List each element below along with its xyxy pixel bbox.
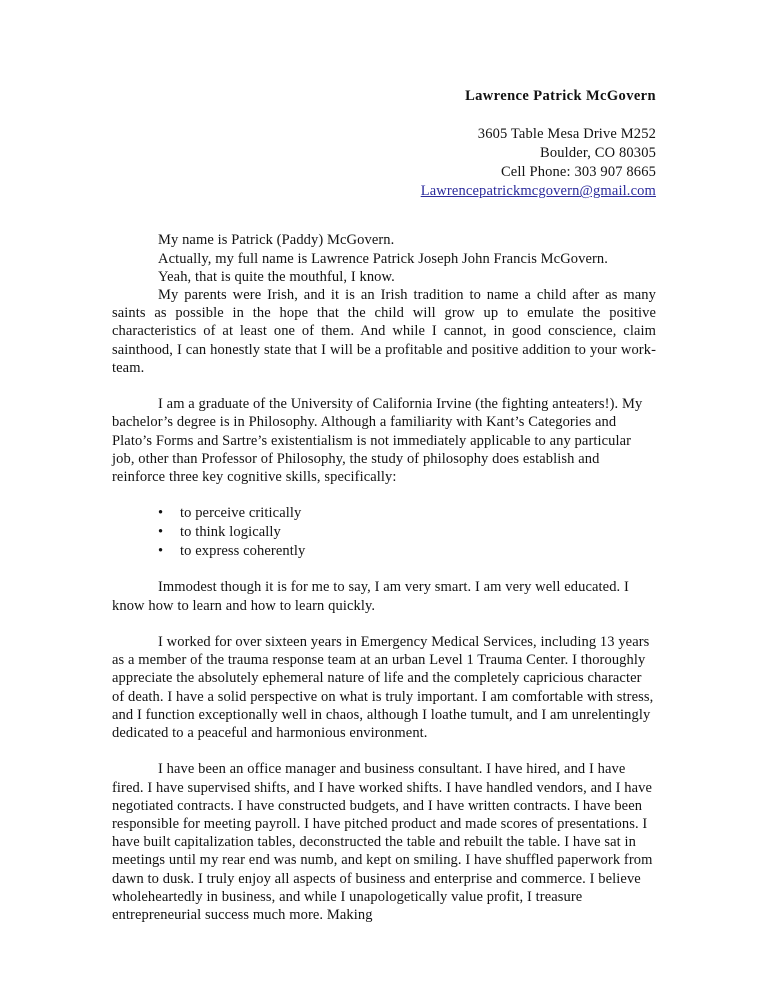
paragraph-spacer: [112, 486, 656, 504]
sender-address-line-1: 3605 Table Mesa Drive M252: [477, 126, 656, 143]
sender-email-link[interactable]: Lawrencepatrickmcgovern@gmail.com: [420, 183, 656, 200]
list-item: [112, 523, 656, 542]
paragraph-spacer: [112, 615, 656, 633]
bullet-icon: •: [158, 505, 164, 522]
intro-line-1: My name is Patrick (Paddy) McGovern.: [158, 232, 395, 249]
paragraph-spacer: [112, 560, 656, 578]
list-item-label: to perceive critically: [180, 505, 302, 522]
letterhead: [112, 88, 656, 201]
paragraph-education: I am a graduate of the University of California Irvine (the fighting anteaters!). My bachelor’s degree is in Philosophy. Although a familiarity with Kant’s Categories and Plato’s Forms and Sartre’s existentialism is not immediately applicable to any particular job, other than Professor of Philosophy, the study of philosophy does establish and reinforce three key cognitive skills, specifically:: [112, 396, 643, 486]
list-item-label: to think logically: [180, 524, 281, 540]
letter-body: [112, 231, 656, 924]
bullet-icon: •: [158, 542, 164, 559]
page-content: [112, 88, 656, 924]
paragraph-business: I have been an office manager and business consultant. I have hired, and I have fired. I have supervised shifts, and I have worked shifts. I have handled vendors, and I have negotiated contracts. I have constructed budgets, and I have written contracts. I have been responsible for meeting payroll. I have pitched product and made scores of presentations. I have built capitalization tables, deconstructed the table and rebuilt the table. I have sat in meetings until my rear end was numb, and kept on smiling. I have shuffled paperwork from dawn to dusk. I truly enjoy all aspects of business and enterprise and commerce. I believe wholeheartedly in business, and while I unapologetically value profit, I treasure entrepreneurial success much more. Making: [112, 761, 653, 923]
intro-line-3: Yeah, that is quite the mouthful, I know.: [158, 268, 395, 285]
paragraph-ems: I worked for over sixteen years in Emergency Medical Services, including 13 years as a member of the trauma response team at an urban Level 1 Trauma Center. I thoroughly appreciate the absolutely ephemeral nature of life and the completely capricious character of death. I have a solid perspective on what is truly important. I am comfortable with stress, and I function exceptionally well in chaos, although I loathe tumult, and I am unrelentingly dedicated to a peaceful and harmonious environment.: [112, 633, 654, 741]
list-item: [112, 504, 656, 523]
intro-line-2: Actually, my full name is Lawrence Patrick Joseph John Francis McGovern.: [158, 250, 609, 267]
list-item: [112, 542, 656, 561]
paragraph-spacer: [112, 377, 656, 395]
bullet-icon: •: [158, 524, 164, 540]
sender-address-line-2: Boulder, CO 80305: [540, 145, 656, 162]
cognitive-skills-list: [112, 504, 656, 560]
paragraph-immodest: Immodest though it is for me to say, I am very smart. I am very well educated. I know how to learn and how to learn quickly.: [112, 579, 629, 614]
sender-name: Lawrence Patrick McGovern: [465, 88, 656, 104]
sender-phone: Cell Phone: 303 907 8665: [500, 164, 656, 181]
paragraph-spacer: [112, 742, 656, 760]
list-item-label: to express coherently: [180, 542, 306, 559]
paragraph-parents: My parents were Irish, and it is an Irish tradition to name a child after as many saints as possible in the hope that the child will grow up to emulate the positive characteristics of at least one of them. And while I cannot, in good conscience, claim sainthood, I can honestly state that I will be a profitable and positive addition to your work-team.: [112, 287, 656, 376]
